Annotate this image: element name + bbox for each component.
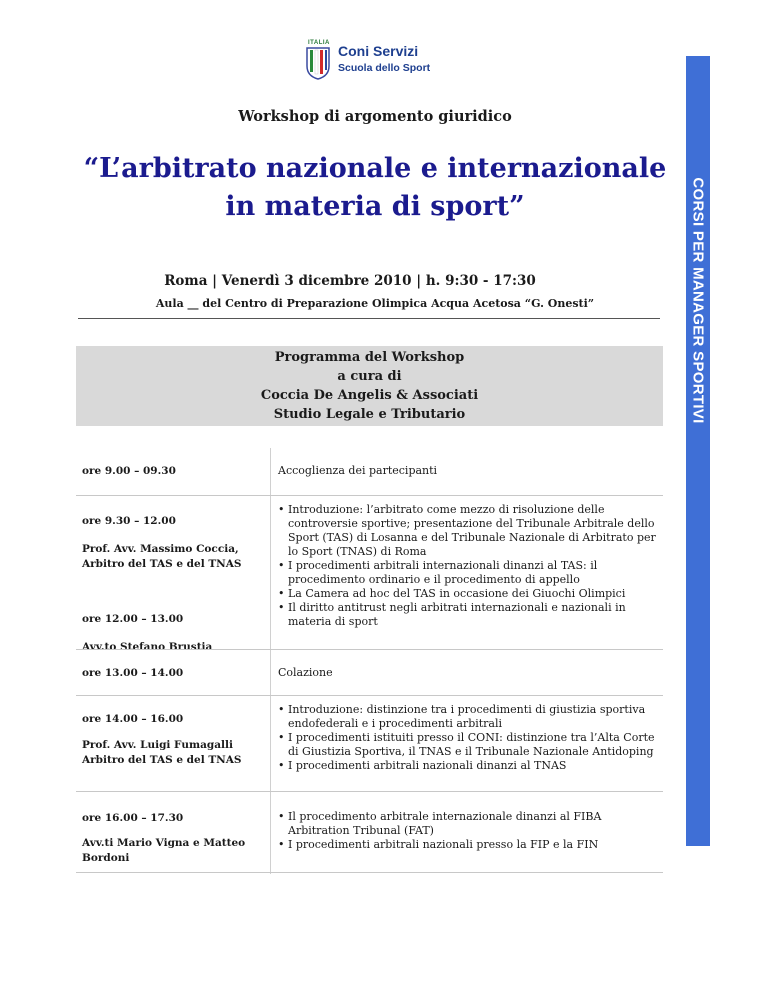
list-item: • I procedimenti arbitrali internazionali dinanzi al TAS: il procedimento ordinario e il procedimento di appello bbox=[278, 559, 658, 587]
logo-name: Coni Servizi bbox=[338, 43, 419, 59]
list-item: • Introduzione: distinzione tra i procedimenti di giustizia sportiva endofederali e i procedimenti arbitrali bbox=[278, 703, 658, 731]
logo-italia-text: ITALIA bbox=[308, 40, 330, 46]
list-item: • Introduzione: l’arbitrato come mezzo di risoluzione delle controversie sportive; presentazione del Tribunale Arbitrale dello Sport (TAS) di Losanna e del Tribunale Nazionale di Arbitrato per lo Sport (TNAS) di Roma bbox=[278, 503, 658, 559]
event-dateline: Roma | Venerdì 3 dicembre 2010 | h. 9:30 - 17:30 bbox=[164, 273, 536, 289]
row-divider bbox=[76, 695, 663, 696]
list-item: • I procedimenti arbitrali nazionali presso la FIP e la FIN bbox=[278, 838, 658, 852]
schedule-time: ore 9.00 – 09.30 bbox=[82, 465, 176, 477]
schedule-bullets bbox=[278, 810, 658, 852]
schedule-time: ore 14.00 – 16.00 bbox=[82, 713, 184, 725]
list-item: • I procedimenti istituiti presso il CONI: distinzione tra l’Alta Corte di Giustizia Sportiva, il TNAS e il Tribunale Nazionale Antidoping bbox=[278, 731, 658, 759]
sidebar-banner-text: CORSI PER MANAGER SPORTIVI bbox=[689, 177, 707, 424]
list-item: • La Camera ad hoc del TAS in occasione dei Giuochi Olimpici bbox=[278, 587, 658, 601]
program-header-line: Programma del Workshop bbox=[274, 350, 465, 365]
schedule-time: ore 13.00 – 14.00 bbox=[82, 667, 184, 679]
event-venue: Aula __ del Centro di Preparazione Olimpica Acqua Acetosa “G. Onesti” bbox=[155, 297, 595, 310]
row-divider bbox=[76, 872, 663, 873]
list-item: • Il procedimento arbitrale internazionale dinanzi al FIBA Arbitration Tribunal (FAT) bbox=[278, 810, 658, 838]
coni-logo bbox=[304, 42, 444, 82]
schedule-speaker: Avv.to Stefano Brustia bbox=[82, 641, 213, 653]
schedule-speaker: Avv.ti Mario Vigna e Matteo Bordoni bbox=[82, 837, 246, 864]
schedule-time: ore 12.00 – 13.00 bbox=[82, 613, 184, 625]
list-item: • I procedimenti arbitrali nazionali dinanzi al TNAS bbox=[278, 759, 658, 773]
schedule-speaker: Prof. Avv. Luigi Fumagalli Arbitro del TAS e del TNAS bbox=[82, 739, 242, 766]
schedule-bullets bbox=[278, 703, 658, 773]
program-header-line: a cura di bbox=[337, 369, 402, 384]
schedule-bullets bbox=[278, 503, 658, 629]
row-divider bbox=[76, 791, 663, 792]
schedule-activity: Colazione bbox=[278, 666, 333, 679]
program-header-line: Studio Legale e Tributario bbox=[273, 407, 466, 422]
schedule-table bbox=[76, 448, 663, 874]
schedule-time: ore 9.30 – 12.00 bbox=[82, 515, 176, 527]
schedule-speaker: Prof. Avv. Massimo Coccia, Arbitro del TAS e del TNAS bbox=[82, 543, 242, 570]
schedule-activity: Accoglienza dei partecipanti bbox=[278, 464, 438, 477]
title-line-1: “L’arbitrato nazionale e internazionale bbox=[83, 153, 667, 184]
column-divider bbox=[270, 448, 271, 874]
schedule-time: ore 16.00 – 17.30 bbox=[82, 812, 184, 824]
olympic-stripes-icon bbox=[304, 42, 332, 80]
title-line-2: in materia di sport” bbox=[225, 191, 525, 222]
divider bbox=[78, 318, 660, 319]
row-divider bbox=[76, 495, 663, 496]
program-header-line: Coccia De Angelis & Associati bbox=[260, 388, 479, 403]
list-item: • Il diritto antitrust negli arbitrati internazionali e nazionali in materia di sport bbox=[278, 601, 658, 629]
logo-subname: Scuola dello Sport bbox=[338, 62, 431, 74]
row-divider bbox=[76, 649, 663, 650]
workshop-subtitle: Workshop di argomento giuridico bbox=[238, 108, 512, 125]
program-header bbox=[76, 346, 663, 426]
workshop-title bbox=[60, 150, 690, 226]
